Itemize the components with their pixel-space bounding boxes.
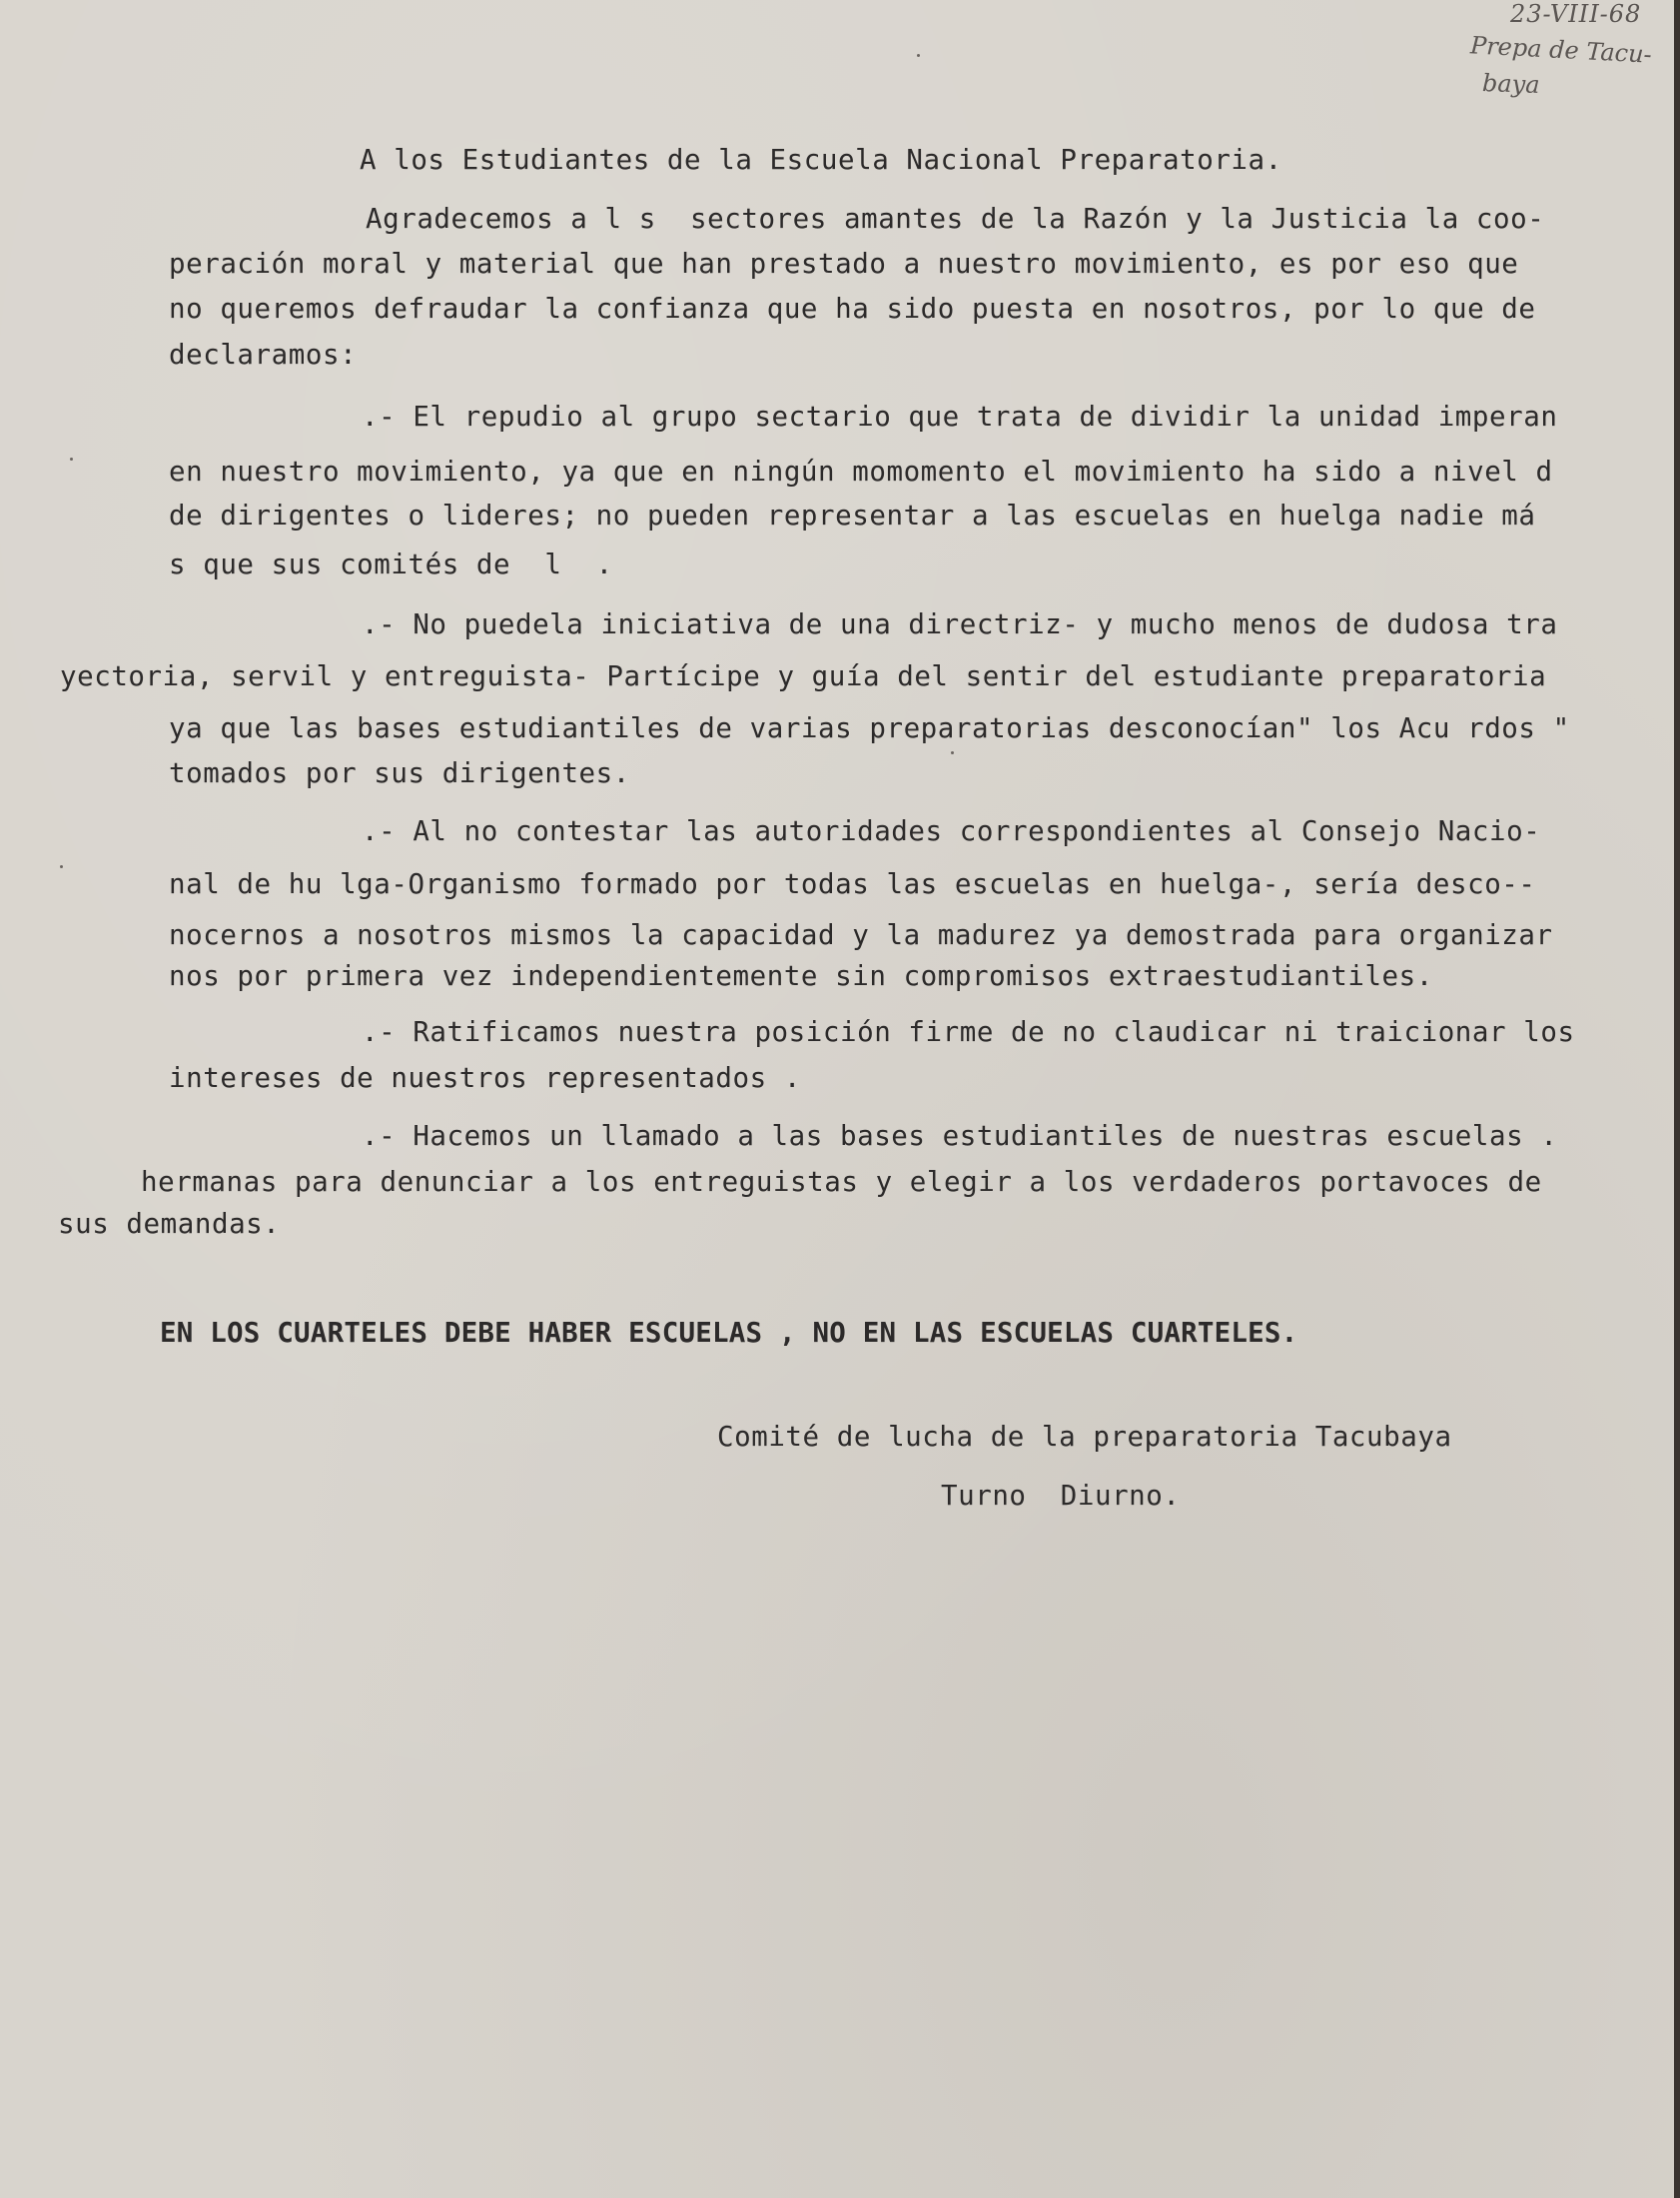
- letter-line: ya que las bases estudiantiles de varias preparatorias desconocían" los Acu rdos ": [169, 712, 1570, 744]
- letter-line: nal de hu lga-Organismo formado por todas las escuelas en huelga-, sería desco--: [169, 868, 1536, 900]
- declaration-point-line: .- Hacemos un llamado a las bases estudiantiles de nuestras escuelas .: [362, 1120, 1558, 1152]
- declaration-point-line: .- El repudio al grupo sectario que trata de dividir la unidad imperan: [362, 401, 1558, 433]
- slogan: EN LOS CUARTELES DEBE HABER ESCUELAS , NO EN LAS ESCUELAS CUARTELES.: [160, 1317, 1298, 1349]
- letter-line: nos por primera vez independientemente sin compromisos extraestudiantiles.: [169, 960, 1433, 992]
- ink-speck: [917, 54, 920, 57]
- declaration-point-line: .- Ratificamos nuestra posición firme de no claudicar ni traicionar los: [362, 1016, 1575, 1048]
- handwritten-date: 23-VIII-68: [1510, 0, 1642, 28]
- declaration-point-line: .- Al no contestar las autoridades correspondientes al Consejo Nacio-: [362, 815, 1541, 847]
- handwritten-note-line: Prepa de Tacu-: [1469, 31, 1653, 69]
- letter-line: yectoria, servil y entreguista- Partícipe y guía del sentir del estudiante preparatoria: [60, 660, 1547, 692]
- letter-line: tomados por sus dirigentes.: [169, 757, 630, 789]
- declaration-point-line: .- No puedela iniciativa de una directriz- y mucho menos de dudosa tra: [362, 608, 1558, 640]
- letter-line: nocernos a nosotros mismos la capacidad y la madurez ya demostrada para organizar: [169, 919, 1553, 951]
- letter-line: s que sus comités de l .: [169, 549, 613, 580]
- letter-line: sus demandas.: [58, 1208, 281, 1240]
- letter-line: peración moral y material que han prestado a nuestro movimiento, es por eso que: [169, 248, 1519, 280]
- letter-salutation: A los Estudiantes de la Escuela Nacional Preparatoria.: [360, 144, 1282, 176]
- letter-line: declaramos:: [169, 339, 358, 371]
- signature-shift: Turno Diurno.: [941, 1480, 1181, 1512]
- handwritten-note-line: baya: [1481, 69, 1541, 99]
- letter-line: hermanas para denunciar a los entreguistas y elegir a los verdaderos portavoces de: [141, 1166, 1542, 1198]
- letter-line: Agradecemos a l s sectores amantes de la Razón y la Justicia la coo-: [366, 203, 1545, 235]
- letter-line: de dirigentes o lideres; no pueden representar a las escuelas en huelga nadie má: [169, 500, 1536, 532]
- letter-line: no queremos defraudar la confianza que ha sido puesta en nosotros, por lo que de: [169, 293, 1536, 325]
- signature-committee: Comité de lucha de la preparatoria Tacubaya: [717, 1421, 1452, 1453]
- letter-line: intereses de nuestros representados .: [169, 1062, 801, 1094]
- page-edge: [1674, 0, 1680, 2198]
- ink-speck: [60, 865, 63, 868]
- letter-line: en nuestro movimiento, ya que en ningún momomento el movimiento ha sido a nivel d: [169, 456, 1553, 488]
- ink-speck: [70, 458, 73, 461]
- ink-speck: [951, 751, 954, 754]
